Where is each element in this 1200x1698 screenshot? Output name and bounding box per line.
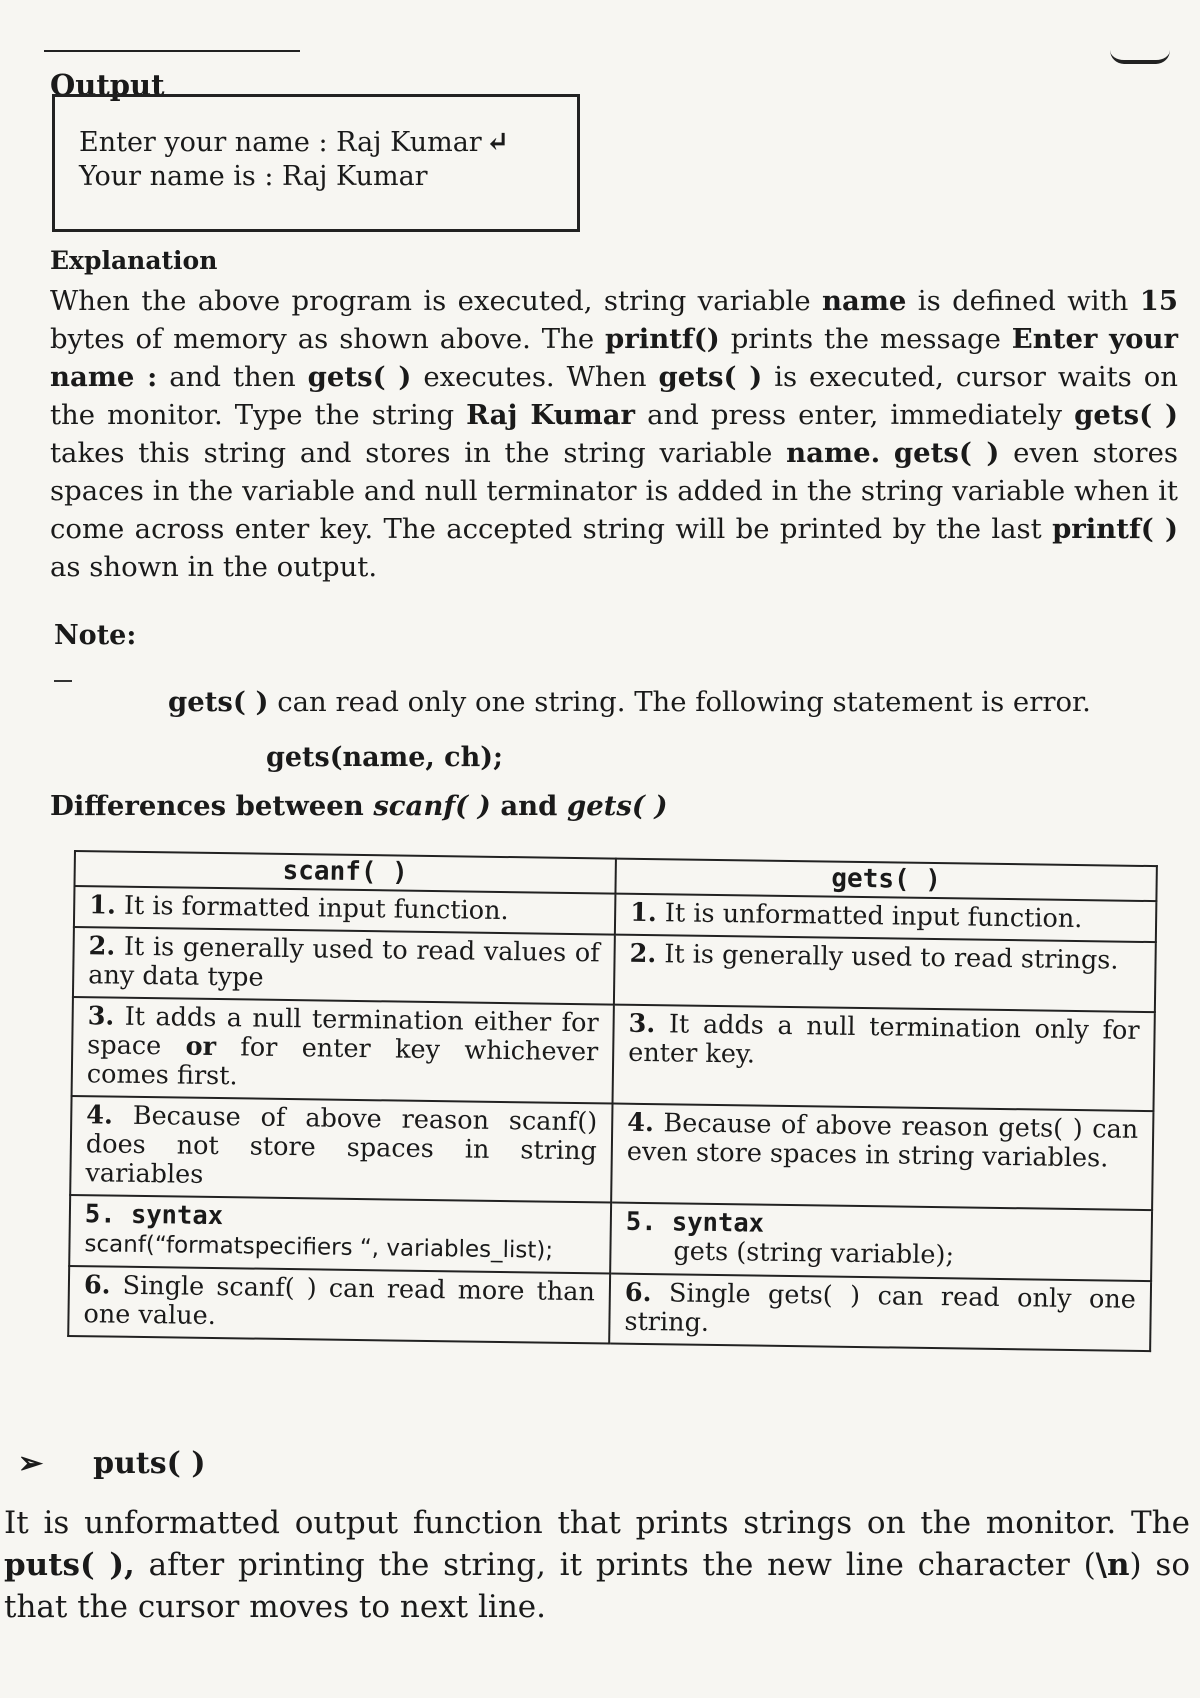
text: and [490,790,567,822]
table-row [72,997,1155,1111]
table-cell [73,927,615,1005]
cell-text: It adds a null termination either for space [87,1001,599,1062]
table-cell [69,1195,611,1274]
text: and press enter, immediately [635,399,1075,431]
bold-term: Raj Kumar [466,399,636,431]
differences-heading [50,790,668,822]
bold-term: gets( ) [168,686,269,718]
cell-text: It is generally used to read strings. [664,939,1119,976]
puts-heading-text: puts( ) [93,1446,206,1481]
row-number: 3. [628,1008,656,1040]
cell-text: Because of above reason gets( ) can even store spaces in string variables. [626,1108,1139,1174]
text [880,437,894,469]
enter-key-icon: ↵ [485,125,510,158]
table-cell [609,1274,1151,1352]
cell-text: Single scanf( ) can read more than one value. [83,1270,596,1332]
column-header-gets: gets( ) [615,859,1156,902]
table-cell [613,1005,1155,1112]
text: takes this string and stores in the string variable [50,437,787,469]
row-number: 6. [83,1270,111,1301]
row-number: 1. [629,897,658,929]
cell-text: Because of above reason scanf() does not store spaces in string variables [85,1100,598,1190]
explanation-paragraph [50,282,1178,586]
output-line-1 [79,125,509,158]
explanation-heading: Explanation [50,246,218,275]
row-number: 1. [89,890,117,921]
table-cell [614,935,1156,1013]
bold-term: gets( ) [893,437,1000,469]
table-cell [70,1096,612,1203]
bold-term: \n [1095,1547,1130,1583]
note-dash [54,680,72,682]
bold-term: printf() [605,323,720,355]
table-cell [72,997,614,1104]
text: executes. When [411,361,659,393]
arrow-bullet-icon: ➢ [18,1446,44,1481]
corner-mark [1110,50,1170,64]
italic-term: gets( ) [566,790,668,822]
row-number: 2. [88,931,116,962]
column-header-scanf: scanf( ) [74,851,615,894]
text: can read only one string. The following statement is error. [268,686,1091,718]
text: prints the message [719,323,1012,355]
output-line-1-text: Enter your name : Raj Kumar [79,127,482,158]
text: bytes of memory as shown above. The [50,323,606,355]
syntax-label: 5. syntax [84,1199,224,1232]
cell-text: It is unformatted input function. [664,898,1083,935]
puts-heading [18,1446,206,1481]
output-line-2: Your name is : Raj Kumar [79,161,428,192]
text: When the above program is executed, string variable [50,285,822,317]
text: is executed, cursor waits on the monitor. Type the string [50,361,1178,431]
row-number: 3. [87,1001,115,1032]
syntax-code: scanf(“formatspecifiers “, variables_list); [84,1231,554,1264]
note-text [168,686,1091,718]
text: It is unformatted output function that prints strings on the monitor. The [4,1505,1190,1541]
note-heading: Note: [54,620,137,651]
output-box [52,94,580,232]
table-cell [611,1104,1153,1211]
cell-text: It is generally used to read values of any data type [88,931,600,993]
text: after printing the string, it prints the new line character ( [134,1547,1096,1583]
bold-term: puts( ), [4,1547,135,1583]
text: even stores spaces in the variable and null terminator is added in the string variable when it come across enter key. The accepted string will be printed by the last [50,437,1178,545]
text: as shown in the output. [50,551,378,583]
top-rule [44,50,300,52]
cell-text: Single gets( ) can read only one string. [624,1278,1137,1338]
bold-term: gets( ) [658,361,763,393]
row-number: 6. [624,1277,652,1309]
row-number: 4. [86,1100,114,1131]
syntax-code: gets (string variable); [673,1236,955,1271]
code-example: gets(name, ch); [266,742,503,773]
table-cell [68,1266,610,1344]
cell-text: It adds a null termination only for enter key. [628,1009,1140,1070]
output-heading: Output [50,68,165,102]
differences-table [67,850,1158,1352]
bold-term: or [185,1031,217,1063]
bold-term: name [822,285,907,317]
bold-term: gets( ) [1074,399,1178,431]
bold-term: Enter your name : [50,323,1178,393]
row-number: 2. [629,938,657,970]
table-row [68,1266,1151,1351]
text: and then [157,361,308,393]
italic-term: scanf( ) [373,790,491,822]
table-row [70,1096,1153,1210]
text: is defined with [906,285,1140,317]
bold-term: gets( ) [307,361,412,393]
bold-term: name. [786,437,881,469]
syntax-label: 5. syntax [625,1206,765,1239]
cell-text: It is formatted input function. [123,890,509,927]
cell-text: for enter key whichever comes first. [86,1032,599,1092]
bold-term: 15 [1139,285,1179,317]
puts-paragraph [4,1502,1190,1628]
text: Differences between [50,790,374,822]
bold-term: printf( ) [1052,513,1178,545]
text: ) so that the cursor moves to next line. [4,1547,1191,1625]
row-number: 4. [627,1107,655,1139]
table-cell [610,1203,1152,1282]
